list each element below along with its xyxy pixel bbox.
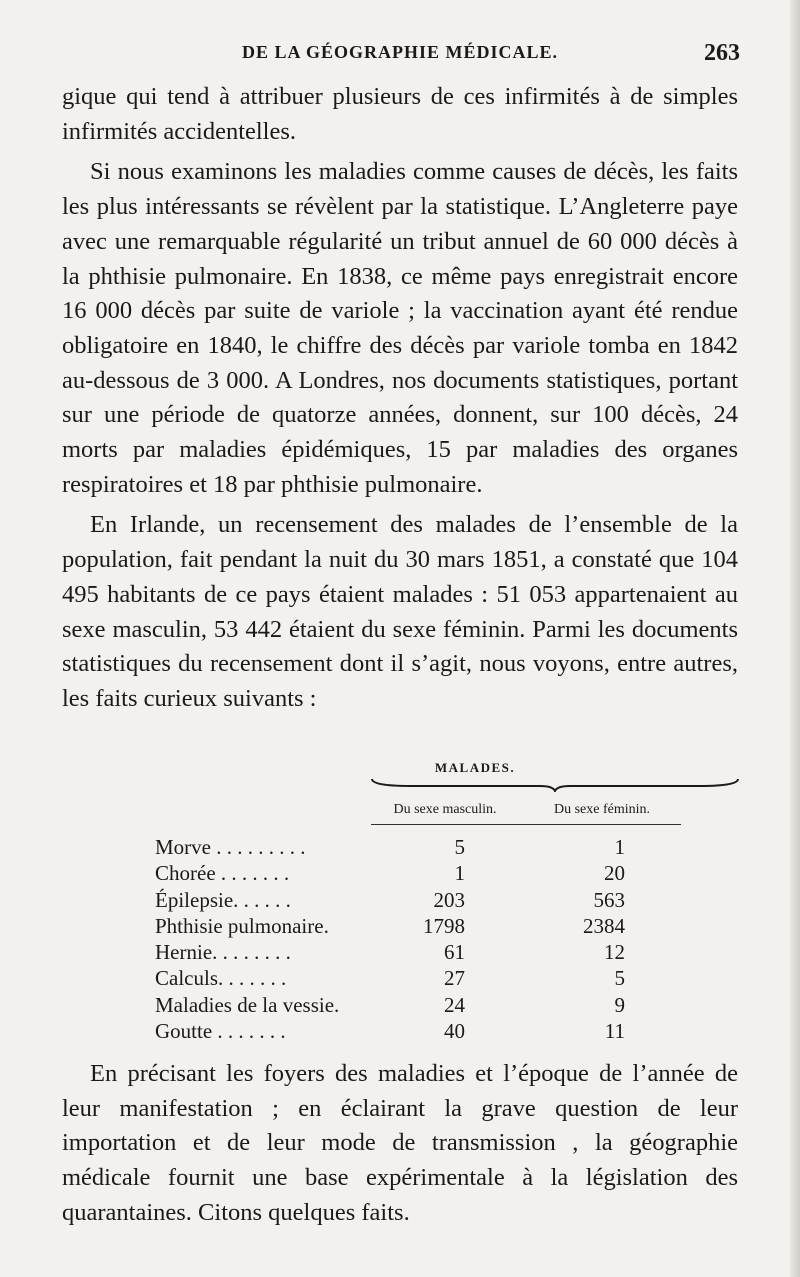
table-rows	[155, 834, 675, 1044]
count-feminin: 12	[604, 940, 625, 965]
disease-name: Chorée . . . . . . .	[155, 861, 290, 886]
count-masculin: 27	[444, 966, 465, 991]
paragraph-irlande: En Irlande, un recensement des malades de l’ensemble de la population, fait pendant la nuit du 30 mars 1851, a constaté que 104 495 habitants de ce pays étaient malades : 51 053 appartenaient au sexe masculin, 53 442 étaient du sexe féminin. Parmi les documents statistiques du recensement dont il s’agit, nous voyons, entre autres, les faits curieux suivants :	[62, 511, 738, 712]
column-header-masculin: Du sexe masculin.	[393, 802, 497, 817]
table-title: MALADES.	[434, 760, 516, 775]
count-feminin: 563	[593, 887, 625, 912]
table-row	[155, 834, 675, 860]
paragraph-closing: En précisant les foyers des maladies et l’époque de l’année de leur manifestation ; en éclairant la grave question de leur importation et de leur mode de transmission , la géographie médicale fournit une base expérimentale à la législation des quarantaines. Citons quelques faits.	[62, 1060, 738, 1226]
table-row	[155, 992, 675, 1018]
disease-name: Maladies de la vessie.	[155, 992, 340, 1017]
count-feminin: 2384	[583, 913, 625, 938]
running-title: DE LA GÉOGRAPHIE MÉDICALE.	[241, 42, 559, 62]
count-masculin: 1	[454, 861, 465, 886]
count-masculin: 61	[444, 940, 465, 965]
paragraph-continued: gique qui tend à attribuer plusieurs de ces infirmités à de simples infirmités accidentelles.	[62, 83, 738, 145]
table-row	[155, 860, 675, 886]
body-text	[62, 80, 738, 717]
disease-name: Calculs. . . . . . .	[155, 966, 287, 991]
table-row	[155, 913, 675, 939]
count-masculin: 1798	[423, 913, 465, 938]
table-row	[155, 939, 675, 965]
count-feminin: 1	[614, 835, 625, 859]
count-feminin: 11	[604, 1019, 625, 1044]
disease-name: Hernie. . . . . . . .	[155, 940, 291, 965]
closing-text	[62, 1057, 738, 1231]
count-feminin: 20	[604, 861, 625, 886]
page-edge-shadow	[790, 0, 800, 1277]
disease-name: Goutte . . . . . . .	[155, 1019, 286, 1044]
disease-name: Phthisie pulmonaire.	[155, 913, 329, 938]
count-masculin: 40	[444, 1019, 465, 1044]
disease-name: Épilepsie. . . . . .	[155, 887, 291, 912]
column-header-feminin: Du sexe féminin.	[553, 802, 651, 817]
paragraph-causes-de-deces: Si nous examinons les maladies comme causes de décès, les faits les plus intéressants se révèlent par la statistique. L’Angleterre paye avec une remarquable régularité un tribut annuel de 60 000 décès à la phthisie pulmonaire. En 1838, ce même pays enregistrait encore 16 000 décès par suite de variole ; la vaccination ayant été rendue obligatoire en 1840, le chiffre des décès par variole tomba en 1842 au-dessous de 3 000. A Londres, nos documents statistiques, portant sur une période de quatorze années, donnent, sur 100 décès, 24 morts par maladies épidémiques, 15 par maladies des organes respiratoires et 18 par phthisie pulmonaire.	[62, 158, 738, 498]
table-row	[155, 1018, 675, 1044]
table-row	[155, 887, 675, 913]
count-masculin: 24	[444, 992, 465, 1017]
table-header-rule	[371, 824, 681, 825]
page-number: 263	[704, 40, 740, 66]
disease-name: Morve . . . . . . . . .	[155, 835, 306, 859]
count-masculin: 5	[454, 835, 465, 859]
table-row	[155, 965, 675, 991]
table-header-brace	[370, 776, 740, 792]
count-feminin: 5	[614, 966, 625, 991]
count-feminin: 9	[614, 992, 625, 1017]
count-masculin: 203	[433, 887, 465, 912]
page-header	[60, 40, 740, 70]
